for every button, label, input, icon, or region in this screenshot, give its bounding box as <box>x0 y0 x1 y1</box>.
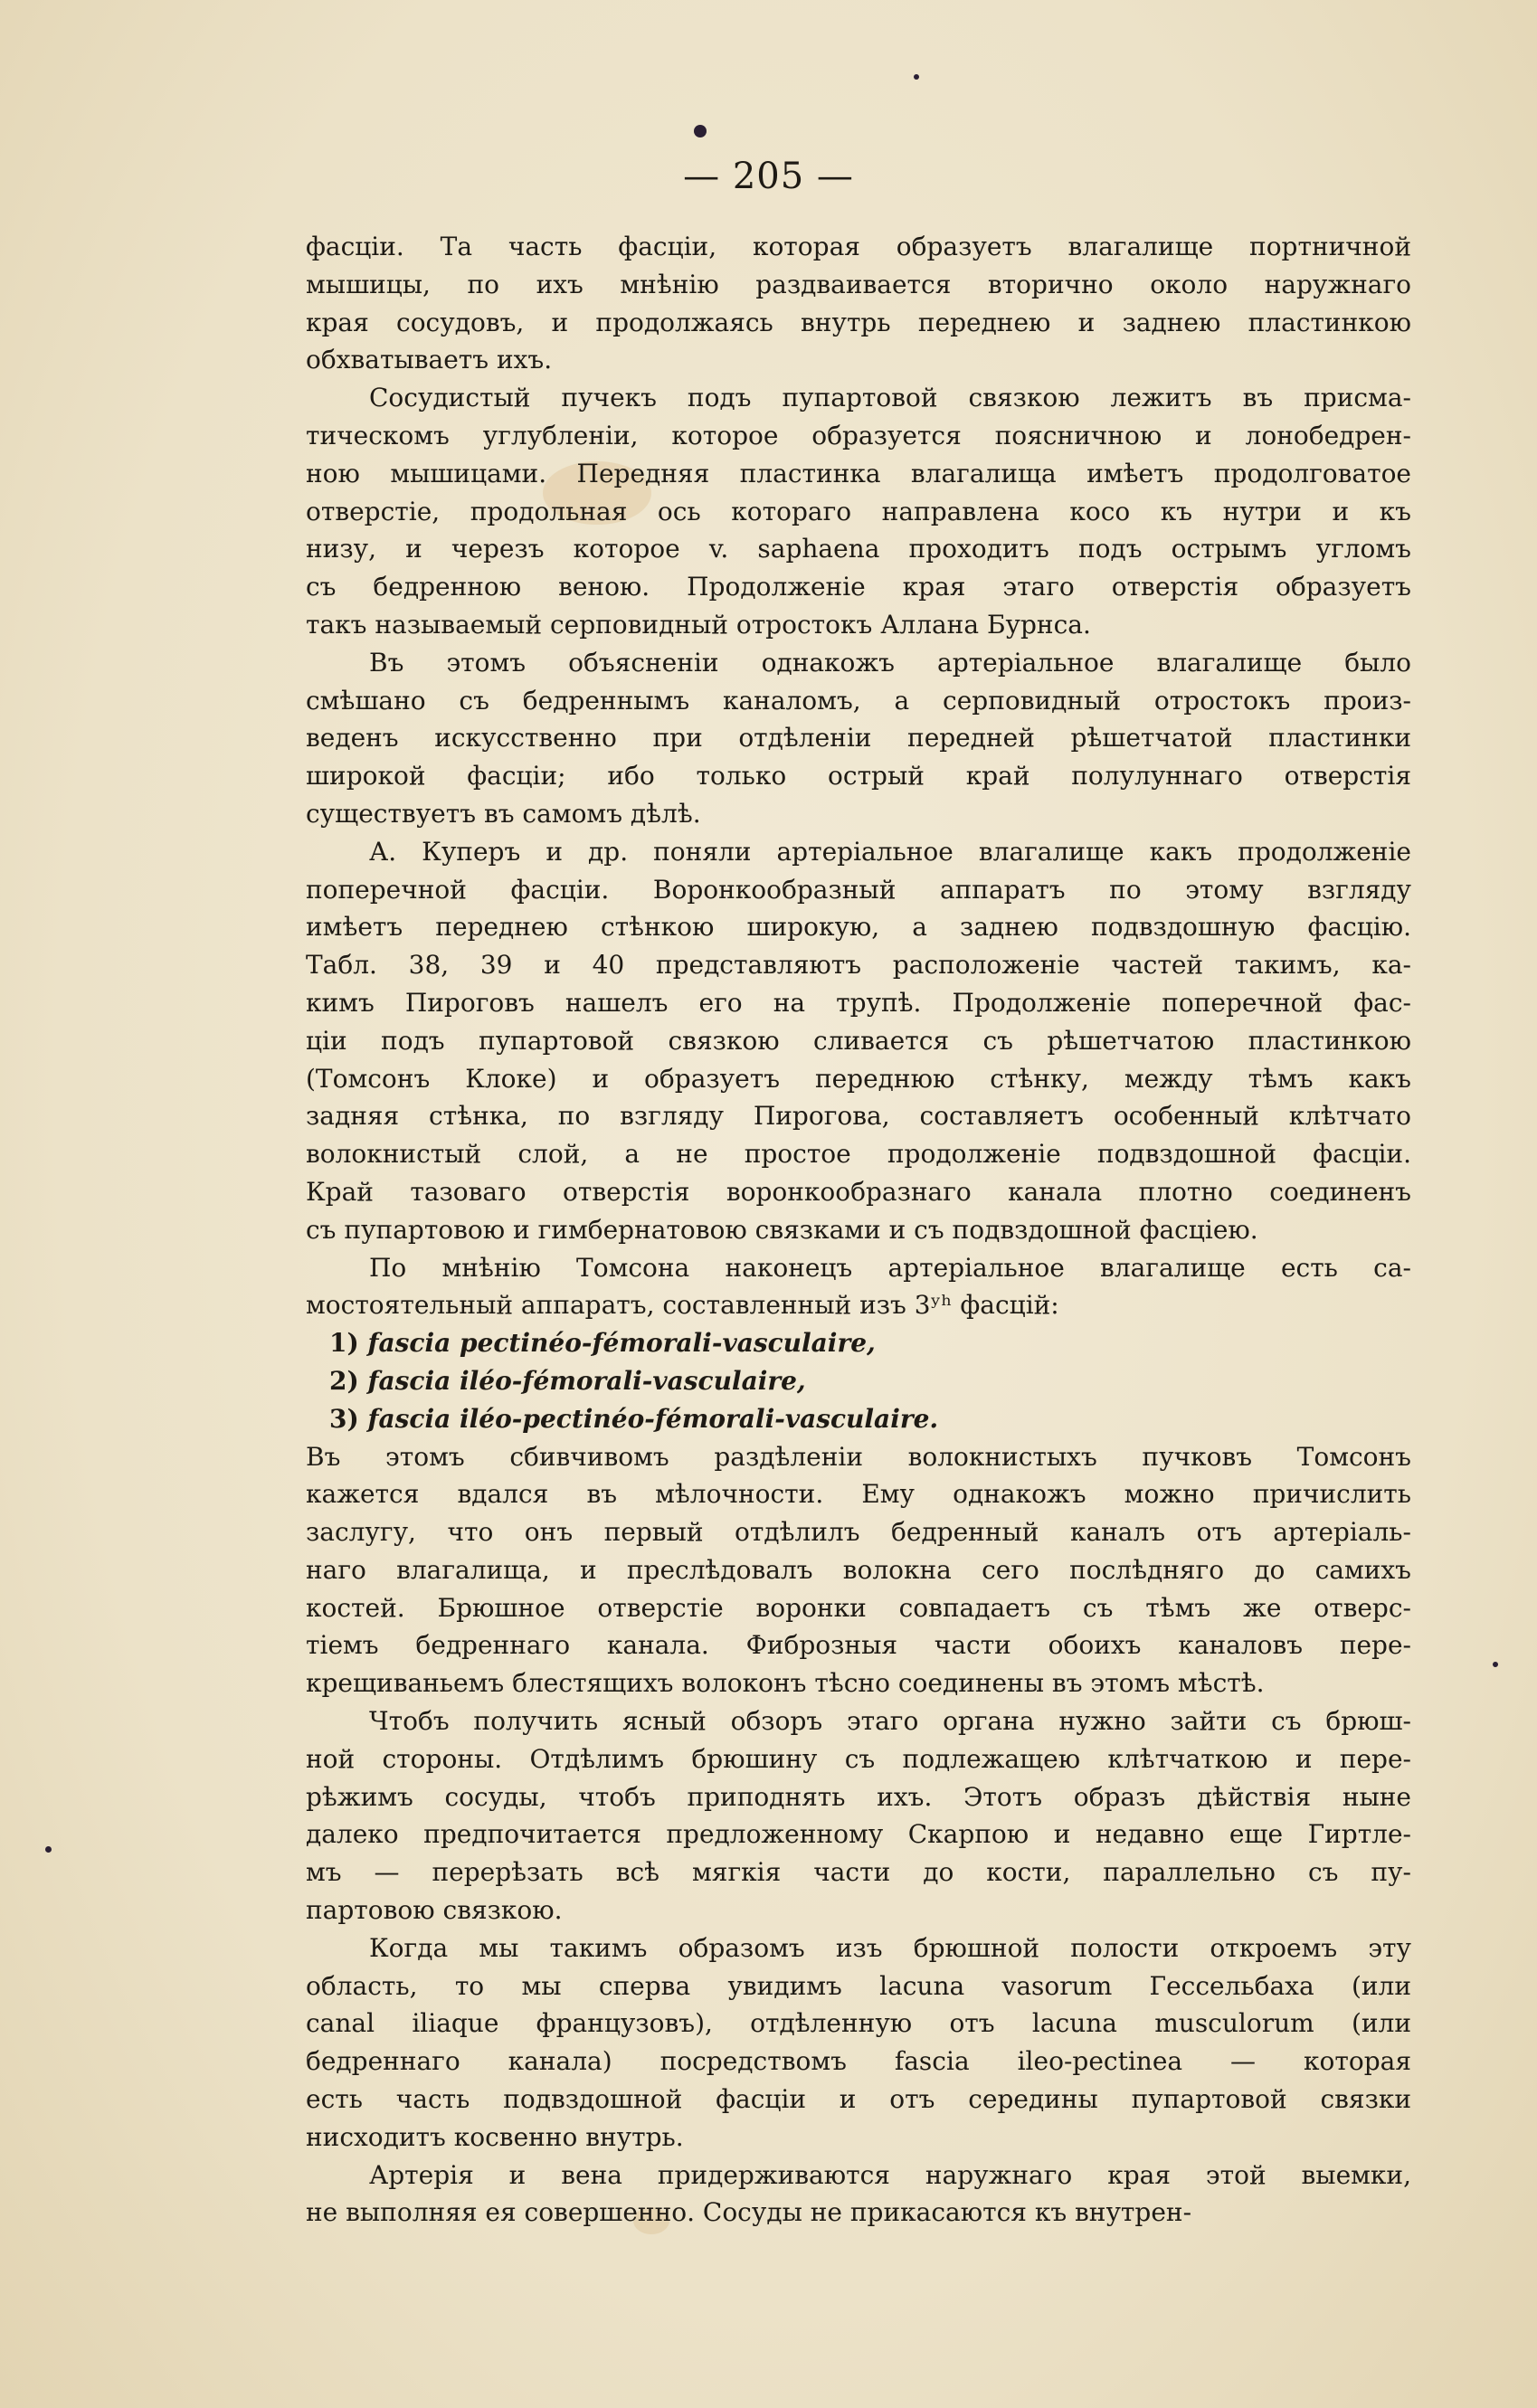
text-line: кимъ Пироговъ нашелъ его на трупѣ. Продолженіе поперечной фас- <box>306 987 1411 1018</box>
text-line: кажется вдался въ мѣлочности. Ему однакожъ можно причислить <box>306 1479 1411 1510</box>
text-line: (Томсонъ Клоке) и образуетъ переднюю стѣнку, между тѣмъ какъ <box>306 1063 1411 1094</box>
text-line: ной стороны. Отдѣлимъ брюшину съ подлежащею клѣтчаткою и пере- <box>306 1743 1411 1774</box>
text-line: Сосудистый пучекъ подъ пупартовой связкою лежитъ въ присма- <box>369 383 1411 413</box>
text-line: заслугу, что онъ первый отдѣлилъ бедренный каналъ отъ артеріаль- <box>306 1517 1411 1548</box>
text-line: костей. Брюшное отверстіе воронки совпадаетъ съ тѣмъ же отверс- <box>306 1592 1411 1623</box>
ink-speck <box>1493 1662 1498 1667</box>
text-line: ною мышицами. Передняя пластинка влагалища имѣетъ продолговатое <box>306 458 1411 488</box>
text-line: не выполняя ея совершенно. Сосуды не прикасаются къ внутрен- <box>306 2197 1192 2228</box>
fascia-enumeration <box>306 1324 1411 1437</box>
text-line: мышицы, по ихъ мнѣнію раздваивается вторично около наружнаго <box>306 269 1411 299</box>
paragraph <box>306 1929 1411 2157</box>
text-line: Въ этомъ объясненіи однакожъ артеріальное влагалище было <box>369 647 1411 678</box>
text-line: такъ называемый серповидный отростокъ Аллана Бурнса. <box>306 609 1091 640</box>
enumeration-text: fascia iléo-pectinéo-fémorali-vasculaire. <box>367 1403 939 1434</box>
enumeration-number: 3) <box>329 1403 359 1434</box>
text-line: наго влагалища, и преслѣдовалъ волокна сего послѣдняго до самихъ <box>306 1554 1411 1585</box>
text-line: canal iliaque французовъ), отдѣленную отъ lacuna musculorum (или <box>306 2008 1411 2039</box>
text-line: Въ этомъ сбивчивомъ раздѣленіи волокнистыхъ пучковъ Томсонъ <box>306 1441 1411 1472</box>
text-line: тіемъ бедреннаго канала. Фиброзныя части обоихъ каналовъ пере- <box>306 1630 1411 1661</box>
text-line: нисходитъ косвенно внутрь. <box>306 2121 684 2152</box>
text-line: тическомъ углубленіи, которое образуется поясничною и лонобедрен- <box>306 420 1411 450</box>
page-number: — 205 — <box>683 156 854 197</box>
text-line: Край тазоваго отверстія воронкообразнаго канала плотно соединенъ <box>306 1176 1411 1207</box>
paragraph <box>306 228 1411 379</box>
text-line: отверстіе, продольная ось котораго направлена косо къ нутри и къ <box>306 496 1411 526</box>
body-text <box>306 228 1411 2232</box>
paragraph <box>306 644 1411 833</box>
text-line: низу, и черезъ которое v. saphaena проходитъ подъ острымъ угломъ <box>306 534 1411 564</box>
text-line: бедреннаго канала) посредствомъ fascia ileo-pectinea — которая <box>306 2046 1411 2077</box>
text-line: мостоятельный аппаратъ, составленный изъ 3ʸʰ фасцій: <box>306 1290 1059 1321</box>
paragraph <box>306 1438 1411 1703</box>
text-line: рѣжимъ сосуды, чтобъ приподнять ихъ. Этотъ образъ дѣйствія ныне <box>306 1781 1411 1812</box>
text-line: съ пупартовою и гимбернатовою связками и съ подвздошной фасціею. <box>306 1214 1258 1245</box>
text-line: далеко предпочитается предложенному Скарпою и недавно еще Гиртле- <box>306 1819 1411 1850</box>
text-line: волокнистый слой, а не простое продолженіе подвздошной фасціи. <box>306 1139 1411 1170</box>
paragraphs-before-list <box>306 228 1411 1324</box>
text-line: фасціи. Та часть фасціи, которая образуетъ влагалище портничной <box>306 232 1411 261</box>
ink-speck <box>45 1846 52 1853</box>
enumeration-number: 2) <box>329 1365 359 1396</box>
ink-speck <box>914 74 919 80</box>
text-line: ціи подъ пупартовой связкою сливается съ рѣшетчатою пластинкою <box>306 1025 1411 1056</box>
enumeration-text: fascia pectinéo-fémorali-vasculaire, <box>367 1328 876 1359</box>
text-line: область, то мы сперва увидимъ lacuna vasorum Гессельбаха (или <box>306 1970 1411 2001</box>
paragraph <box>306 1702 1411 1929</box>
text-line: края сосудовъ, и продолжаясь внутрь переднею и заднею пластинкою <box>306 307 1411 337</box>
enumeration-number: 1) <box>329 1328 359 1359</box>
paragraph <box>306 1249 1411 1325</box>
text-line: Чтобъ получить ясный обзоръ этаго органа нужно зайти съ брюш- <box>369 1706 1411 1737</box>
text-line: смѣшано съ бедреннымъ каналомъ, а серповидный отростокъ произ- <box>306 685 1411 716</box>
text-line: есть часть подвздошной фасціи и отъ середины пупартовой связки <box>306 2084 1411 2115</box>
enumeration-item <box>306 1324 1411 1362</box>
ink-speck <box>694 125 707 137</box>
text-line: Когда мы такимъ образомъ изъ брюшной полости откроемъ эту <box>369 1932 1411 1963</box>
text-line: задняя стѣнка, по взгляду Пирогова, составляетъ особенный клѣтчато <box>306 1101 1411 1132</box>
paragraph <box>306 379 1411 644</box>
enumeration-text: fascia iléo-fémorali-vasculaire, <box>367 1365 806 1396</box>
text-line: Артерія и вена придерживаются наружнаго края этой выемки, <box>369 2159 1411 2190</box>
text-line: крещиваньемъ блестящихъ волоконъ тѣсно соединены въ этомъ мѣстѣ. <box>306 1668 1265 1699</box>
paragraphs-after-list <box>306 1438 1411 2233</box>
text-line: широкой фасціи; ибо только острый край полулуннаго отверстія <box>306 761 1411 792</box>
text-line: Табл. 38, 39 и 40 представляютъ расположеніе частей такимъ, ка- <box>306 950 1411 981</box>
text-line: поперечной фасціи. Воронкообразный аппаратъ по этому взгляду <box>306 874 1411 905</box>
text-line: По мнѣнію Томсона наконецъ артеріальное влагалище есть са- <box>369 1252 1411 1283</box>
enumeration-item <box>306 1400 1411 1438</box>
text-line: А. Куперъ и др. поняли артеріальное влагалище какъ продолженіе <box>369 836 1411 867</box>
paragraph <box>306 2157 1411 2233</box>
text-line: обхватываетъ ихъ. <box>306 345 553 375</box>
text-line: партовою связкою. <box>306 1895 563 1926</box>
text-line: веденъ искусственно при отдѣленіи передней рѣшетчатой пластинки <box>306 723 1411 754</box>
text-line: существуетъ въ самомъ дѣлѣ. <box>306 798 701 829</box>
text-line: съ бедренною веною. Продолженіе края этаго отверстія образуетъ <box>306 572 1411 602</box>
text-line: мъ — перерѣзать всѣ мягкія части до кости, параллельно съ пу- <box>306 1857 1411 1888</box>
paragraph <box>306 833 1411 1249</box>
text-line: имѣетъ переднею стѣнкою широкую, а заднею подвздошную фасцію. <box>306 912 1411 943</box>
enumeration-item <box>306 1362 1411 1400</box>
